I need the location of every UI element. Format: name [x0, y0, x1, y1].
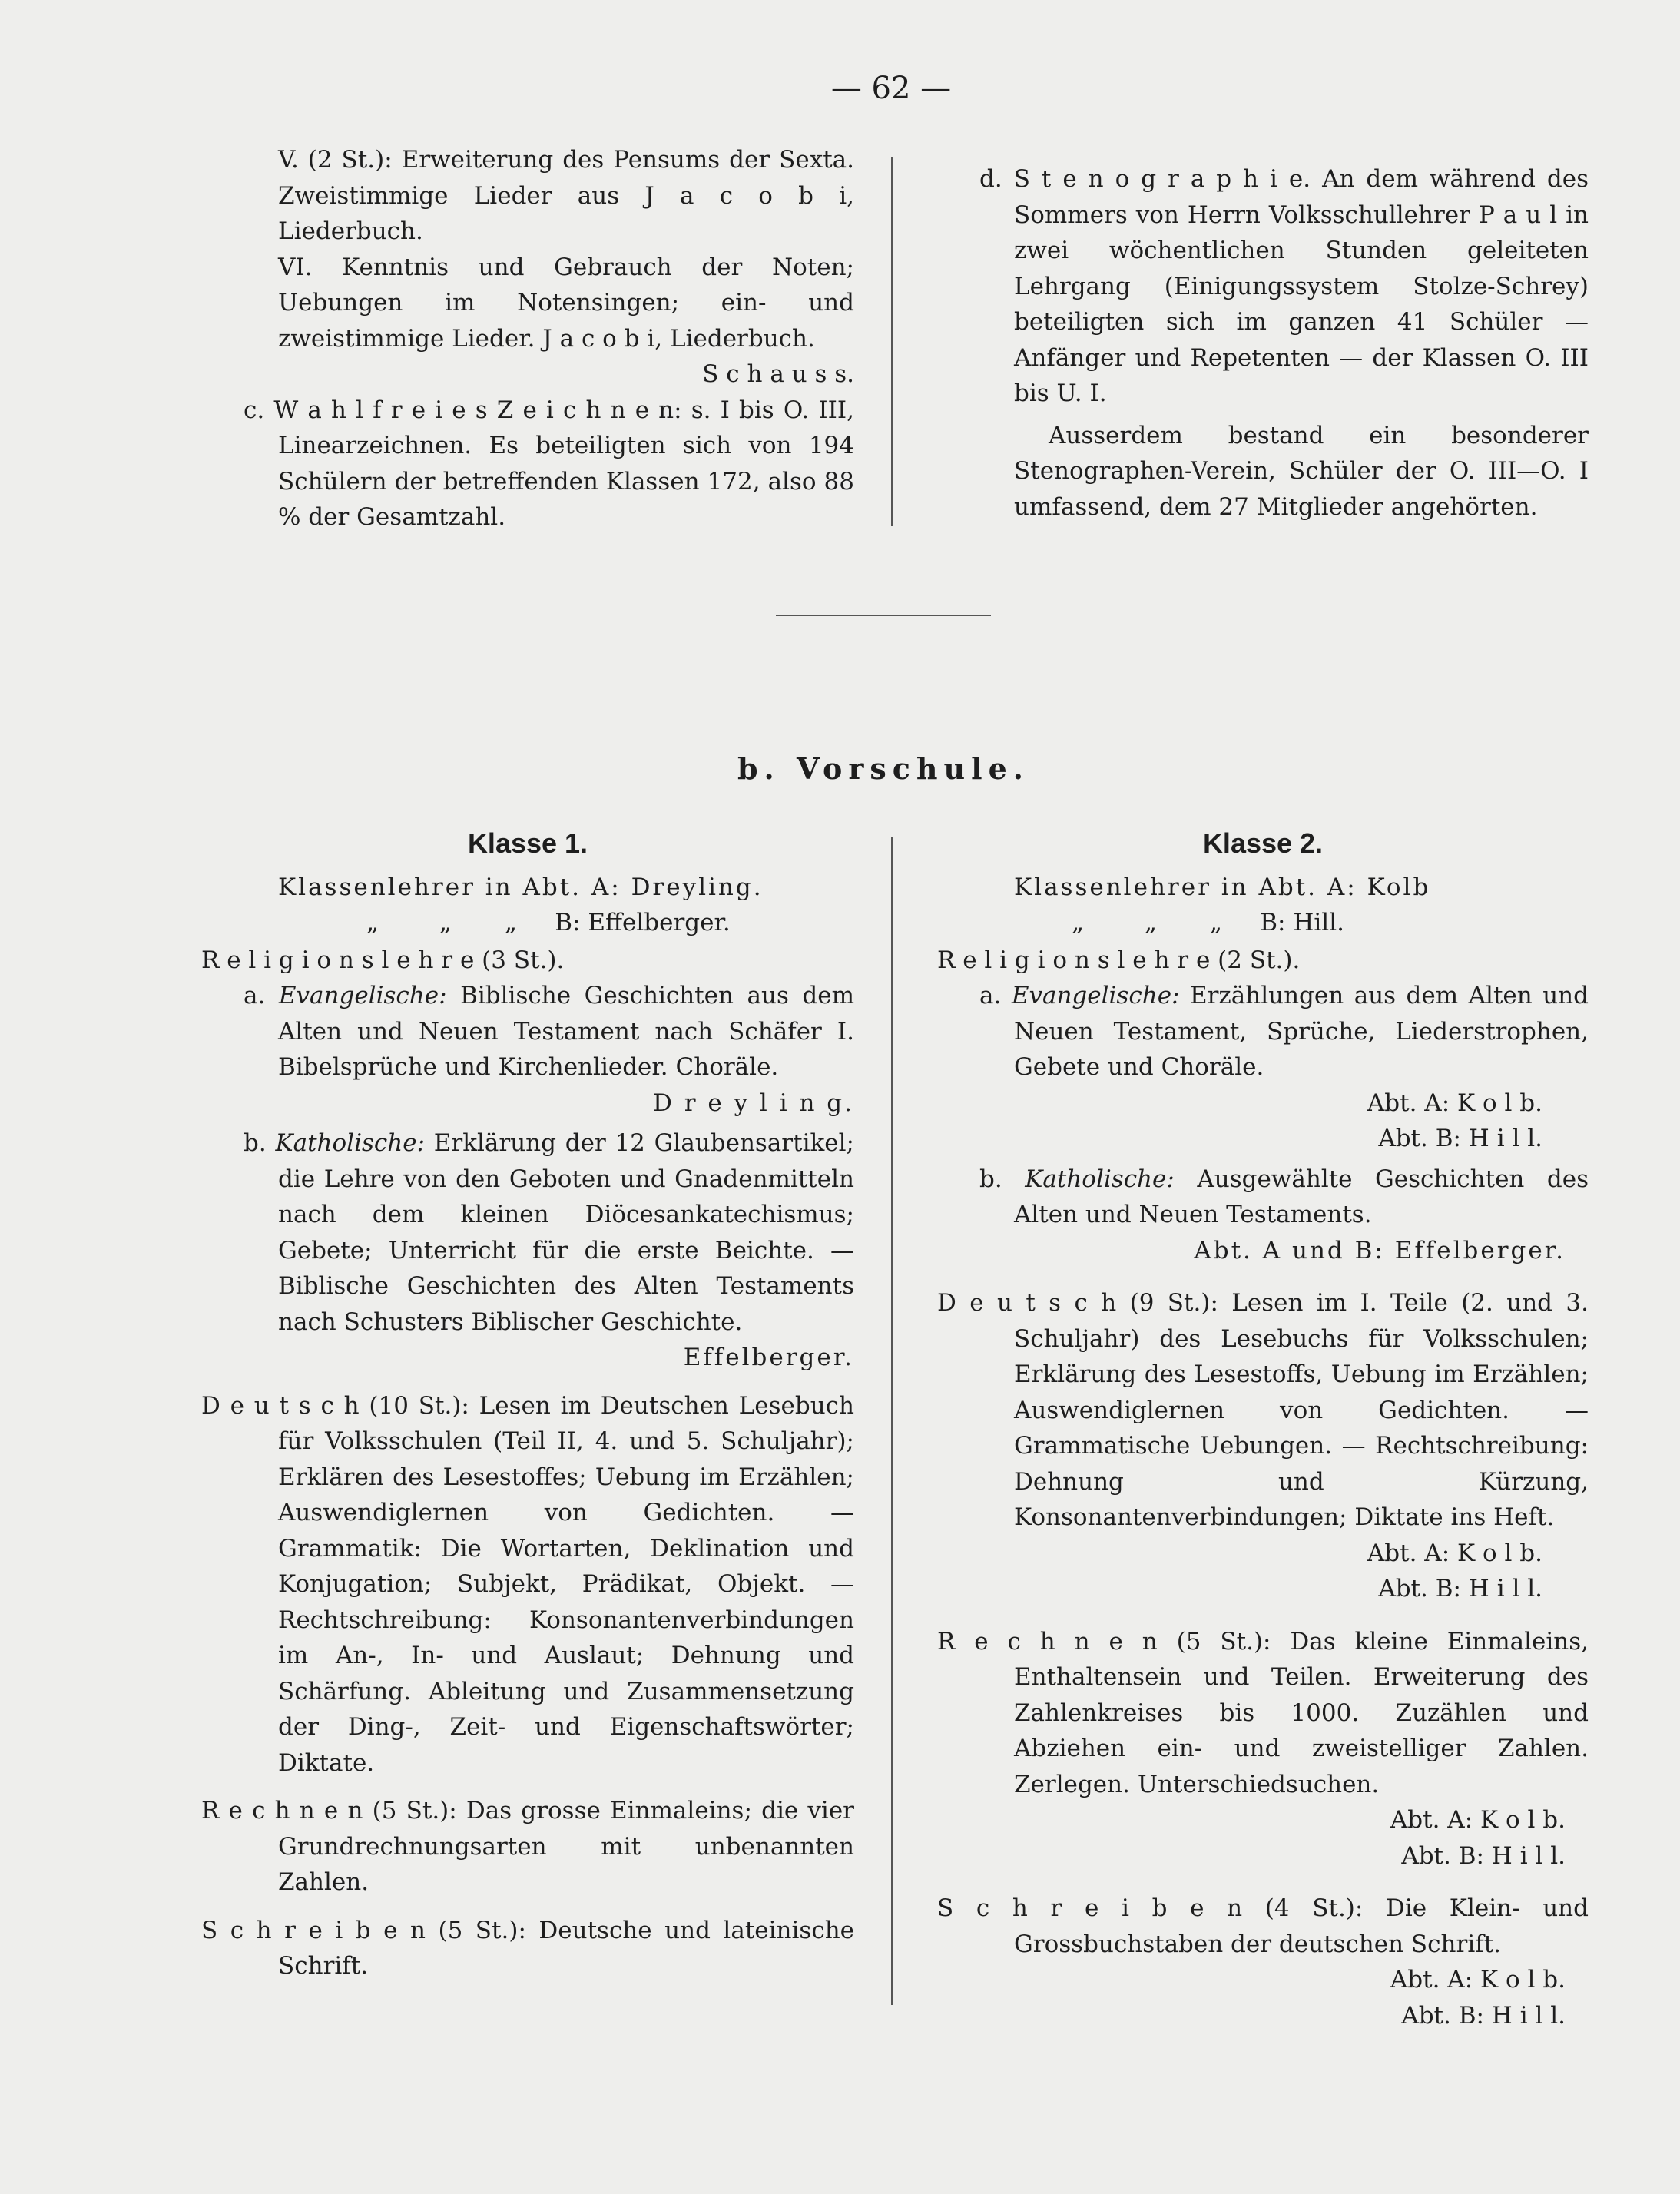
- klasse2-schreiben-teacher-2: Abt. B: H i l l.: [1401, 2001, 1566, 2030]
- klasse2-column: [937, 826, 1589, 2033]
- section-title: b. Vorschule.: [737, 751, 1030, 786]
- klasse1-teacher-a: Klassenlehrer in Abt. A: Dreyling.: [278, 873, 764, 901]
- section-divider: [776, 615, 991, 616]
- column-divider-top: [891, 157, 893, 526]
- klasse2-teacher-b: „ „ „ B: Hill.: [1072, 909, 1344, 936]
- klasse2-teacher-a: Klassenlehrer in Abt. A: Kolb: [1014, 873, 1431, 901]
- music-v-paragraph: V. (2 St.): Erweiterung des Pensums der Sexta. Zweistimmige Lieder aus J a c o b i, Liederbuch.: [278, 146, 854, 245]
- stenography-paragraph: d. S t e n o g r a p h i e. An dem während des Sommers von Herrn Volksschullehrer P a u l in zwei wöchentlichen Stunden geleiteten Lehrgang (Einigungssystem Stolze-Schrey) beteiligten sich im ganzen 41 Schüler — Anfänger und Repetenten — der Klassen O. III bis U. I.: [979, 165, 1589, 407]
- top-right-column: [937, 161, 1589, 525]
- teacher-schauss: S c h a u s s.: [702, 360, 854, 388]
- klasse1-religion-a-teacher: D r e y l i n g.: [652, 1089, 854, 1117]
- drawing-paragraph: c. W a h l f r e i e s Z e i c h n e n: s. I bis O. III, Linearzeichnen. Es beteiligten sich von 194 Schülern der betreffenden Klassen 172, also 88 % der Gesamtzahl.: [244, 396, 854, 531]
- klasse2-religion-b-teacher: Abt. A und B: Effelberger.: [1194, 1236, 1566, 1264]
- klasse2-deutsch-teacher-2: Abt. B: H i l l.: [1378, 1575, 1542, 1602]
- klasse1-religion-title: R e l i g i o n s l e h r e (3 St.).: [201, 946, 565, 974]
- klasse2-schreiben-teacher-1: Abt. A: K o l b.: [1390, 1966, 1566, 1993]
- klasse2-religion-b: b. Katholische: Ausgewählte Geschichten des Alten und Neuen Testaments.: [979, 1165, 1589, 1228]
- top-left-column: [201, 142, 854, 535]
- klasse2-rechnen-teacher-1: Abt. A: K o l b.: [1390, 1806, 1566, 1834]
- klasse2-heading: Klasse 2.: [1202, 827, 1324, 859]
- klasse2-religion-a: a. Evangelische: Erzählungen aus dem Alten und Neuen Testament, Sprüche, Liederstrophen, Gebete und Choräle.: [979, 982, 1589, 1081]
- klasse1-teacher-b: „ „ „ B: Effelberger.: [366, 909, 731, 936]
- klasse1-heading: Klasse 1.: [467, 827, 588, 859]
- klasse2-religion-a-teacher-1: Abt. A: K o l b.: [1367, 1089, 1542, 1117]
- klasse2-deutsch: D e u t s c h (9 St.): Lesen im I. Teile (2. und 3. Schuljahr) des Lesebuchs für Volksschulen; Erklärung des Lesestoffs, Uebung im Erzählen; Auswendiglernen von Gedichten. — Grammatische Uebungen. — Rechtschreibung: Dehnung und Kürzung, Konsonantenverbindungen; Diktate ins Heft.: [937, 1289, 1589, 1531]
- klasse2-schreiben: S c h r e i b e n (4 St.): Die Klein- und Grossbuchstaben der deutschen Schrift.: [937, 1894, 1589, 1958]
- column-divider-bottom: [891, 837, 893, 2005]
- klasse2-rechnen: R e c h n e n (5 St.): Das kleine Einmaleins, Enthaltensein und Teilen. Erweiterung des Zahlenkreises bis 1000. Zuzählen und Abziehen ein- und zweistelliger Zahlen. Zerlegen. Unterschiedsuchen.: [937, 1627, 1589, 1798]
- music-vi-paragraph: VI. Kenntnis und Gebrauch der Noten; Uebungen im Notensingen; ein- und zweistimmige Lieder. J a c o b i, Liederbuch.: [278, 253, 854, 353]
- klasse2-religion-a-teacher-2: Abt. B: H i l l.: [1378, 1125, 1542, 1152]
- klasse2-rechnen-teacher-2: Abt. B: H i l l.: [1401, 1841, 1566, 1870]
- klasse2-deutsch-teacher-1: Abt. A: K o l b.: [1367, 1539, 1542, 1567]
- klasse1-deutsch: D e u t s c h (10 St.): Lesen im Deutschen Lesebuch für Volksschulen (Teil II, 4. und 5. Schuljahr); Erklären des Lesestoffes; Uebung im Erzählen; Auswendiglernen von Gedichten. — Grammatik: Die Wortarten, Deklination und Konjugation; Subjekt, Prädikat, Objekt. — Rechtschreibung: Konsonantenverbindungen im An-, In- und Auslaut; Dehnung und Schärfung. Ableitung und Zusammensetzung der Ding-, Zeit- und Eigenschaftswörter; Diktate.: [201, 1391, 854, 1777]
- klasse1-schreiben: S c h r e i b e n (5 St.): Deutsche und lateinische Schrift.: [201, 1916, 854, 1980]
- page-number: — 62 —: [830, 71, 952, 106]
- klasse1-religion-b: b. Katholische: Erklärung der 12 Glaubensartikel; die Lehre von den Geboten und Gnadenmitteln nach dem kleinen Diöcesankatechismus; Gebete; Unterricht für die erste Beichte. — Biblische Geschichten des Alten Testaments nach Schusters Biblischer Geschichte.: [244, 1129, 854, 1336]
- klasse1-religion-a: a. Evangelische: Biblische Geschichten aus dem Alten und Neuen Testament nach Schäfer I. Bibelsprüche und Kirchenlieder. Choräle.: [244, 982, 854, 1081]
- klasse2-religion-title: R e l i g i o n s l e h r e (2 St.).: [937, 946, 1301, 974]
- klasse1-rechnen: R e c h n e n (5 St.): Das grosse Einmaleins; die vier Grundrechnungsarten mit unbenannten Zahlen.: [201, 1797, 854, 1896]
- klasse1-column: [201, 826, 854, 1984]
- klasse1-religion-b-teacher: Effelberger.: [683, 1344, 854, 1371]
- steno-club-paragraph: Ausserdem bestand ein besonderer Stenographen-Verein, Schüler der O. III—O. I umfassend, dem 27 Mitglieder angehörten.: [1014, 421, 1589, 521]
